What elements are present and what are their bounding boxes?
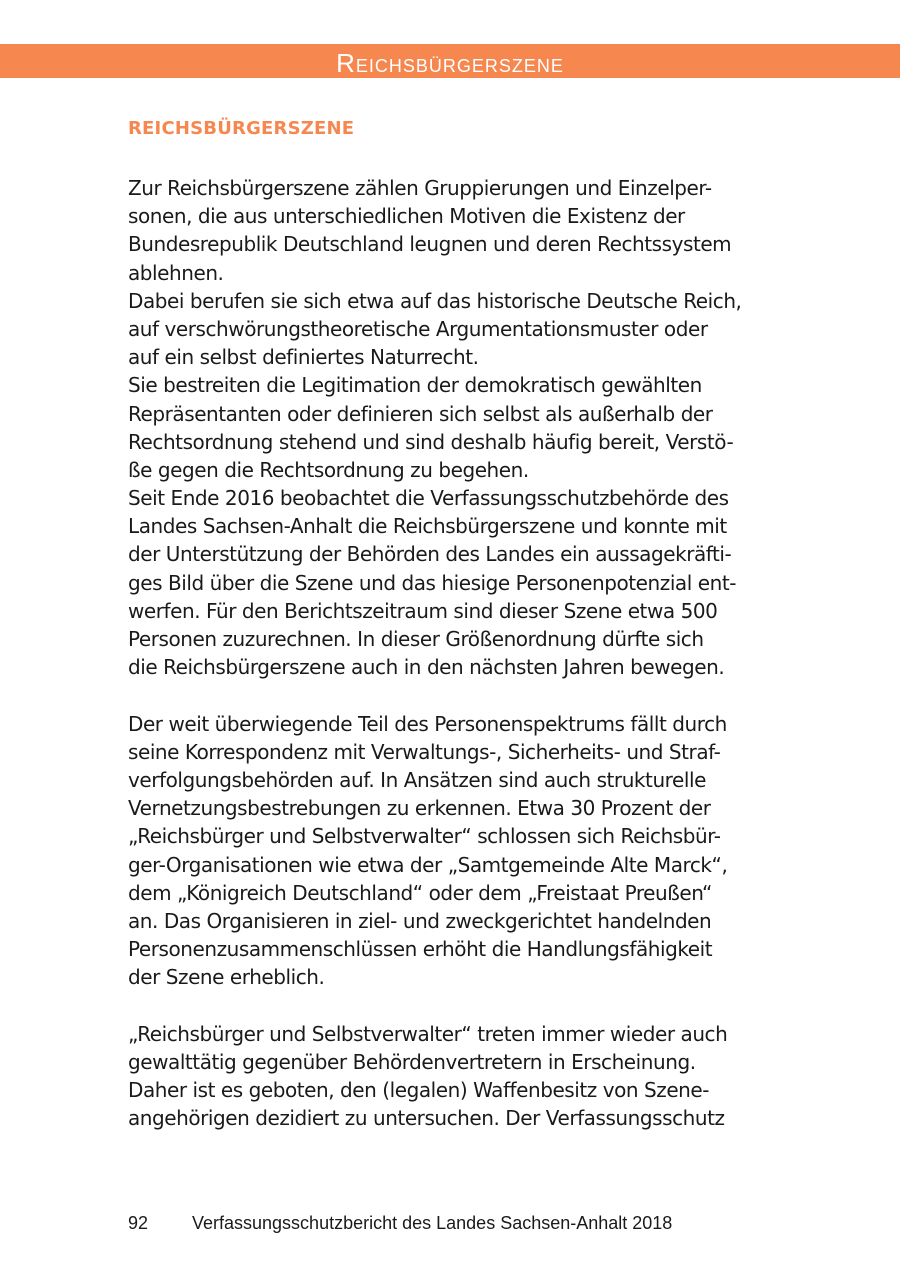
page-footer <box>128 1213 672 1234</box>
text-line: Dabei berufen sie sich etwa auf das historische Deutsche Reich, <box>128 288 742 313</box>
page-header-title: Reichsbürgerszene <box>336 48 564 78</box>
text-line: gewalttätig gegenüber Behördenvertretern in Erscheinung. <box>128 1049 696 1074</box>
text-line: auf verschwörungstheoretische Argumentationsmuster oder <box>128 316 708 341</box>
text-line: werfen. Für den Berichtszeitraum sind dieser Szene etwa 500 <box>128 598 718 623</box>
text-line: Der weit überwiegende Teil des Personenspektrums fällt durch <box>128 711 727 736</box>
text-line: Zur Reichsbürgerszene zählen Gruppierungen und Einzelper- <box>128 176 712 200</box>
text-line: Bundesrepublik Deutschland leugnen und deren Rechtssystem <box>128 232 732 257</box>
text-line: Vernetzungsbestrebungen zu erkennen. Etwa 30 Prozent der <box>128 796 711 821</box>
text-line: Sie bestreiten die Legitimation der demokratisch gewählten <box>128 373 702 398</box>
section-heading: REICHSBÜRGERSZENE <box>128 118 355 139</box>
publication-title: Verfassungsschutzbericht des Landes Sachsen-Anhalt 2018 <box>192 1213 673 1233</box>
text-line: verfolgungsbehörden auf. In Ansätzen sind auch strukturelle <box>128 767 706 792</box>
text-line: die Reichsbürgerszene auch in den nächsten Jahren bewegen. <box>128 655 725 680</box>
text-line: Daher ist es geboten, den (legalen) Waffenbesitz von Szene- <box>128 1078 710 1102</box>
text-line: ablehnen. <box>128 260 224 285</box>
text-line: auf ein selbst definiertes Naturrecht. <box>128 345 479 370</box>
text-line: Personen zuzurechnen. In dieser Größenordnung dürfte sich <box>128 627 704 651</box>
text-line: der Szene erheblich. <box>128 965 325 990</box>
text-line: ger-Organisationen wie etwa der „Samtgemeinde Alte Marck“, <box>128 852 728 877</box>
text-line: ges Bild über die Szene und das hiesige Personenpotenzial ent- <box>128 570 736 595</box>
text-line: sonen, die aus unterschiedlichen Motiven die Existenz der <box>128 204 685 229</box>
text-line: Personenzusammenschlüssen erhöht die Handlungsfähigkeit <box>128 937 713 962</box>
text-line: „Reichsbürger und Selbstverwalter“ schlossen sich Reichsbür- <box>128 824 721 849</box>
text-line: der Unterstützung der Behörden des Landes ein aussagekräfti- <box>128 542 732 567</box>
text-line: Rechtsordnung stehend und sind deshalb häufig bereit, Verstö- <box>128 429 734 454</box>
paragraph-gap <box>128 681 778 709</box>
body-text <box>128 174 778 1132</box>
text-line: seine Korrespondenz mit Verwaltungs-, Sicherheits- und Straf- <box>128 739 721 764</box>
text-line: ße gegen die Rechtsordnung zu begehen. <box>128 457 529 482</box>
page-number: 92 <box>128 1213 149 1233</box>
text-line: an. Das Organisieren in ziel- und zweckgerichtet handelnden <box>128 908 712 933</box>
paragraph-gap <box>128 991 778 1019</box>
text-line: „Reichsbürger und Selbstverwalter“ treten immer wieder auch <box>128 1021 728 1046</box>
text-line: Repräsentanten oder definieren sich selbst als außerhalb der <box>128 401 713 426</box>
text-line: angehörigen dezidiert zu untersuchen. Der Verfassungsschutz <box>128 1106 725 1131</box>
text-line: dem „Königreich Deutschland“ oder dem „Freistaat Preußen“ <box>128 880 712 905</box>
text-line: Seit Ende 2016 beobachtet die Verfassungsschutzbehörde des <box>128 486 729 511</box>
text-line: Landes Sachsen-Anhalt die Reichsbürgerszene und konnte mit <box>128 514 727 539</box>
